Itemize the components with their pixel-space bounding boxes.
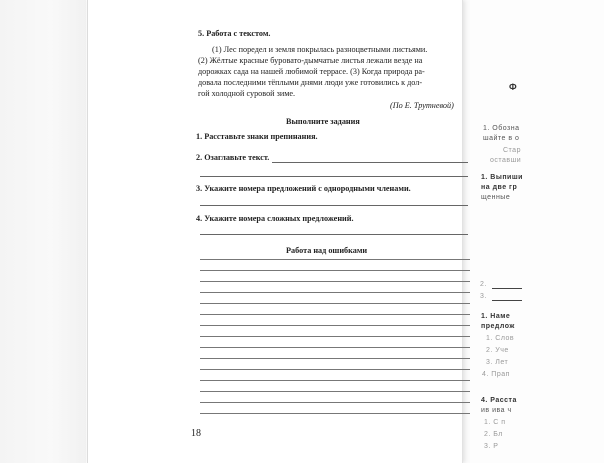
adjacent-page-fragment: 1. Наме [481, 313, 511, 320]
adjacent-page-fragment: 1. Обозна [483, 125, 520, 132]
answer-line [200, 205, 468, 206]
adjacent-page-fragment: предлож [481, 323, 515, 330]
answer-line [200, 234, 468, 235]
adjacent-page-fragment: щенные [481, 194, 511, 201]
adjacent-page-rule [492, 288, 522, 289]
adjacent-page-fragment: Ф [509, 82, 518, 92]
adjacent-page-fragment: 1. С п [484, 419, 506, 426]
ruled-line [200, 391, 470, 392]
ruled-line [200, 358, 470, 359]
answer-line [272, 162, 468, 163]
ruled-line [200, 325, 470, 326]
ruled-line [200, 259, 470, 260]
ruled-line [200, 270, 470, 271]
errors-section-heading: Работа над ошибками [286, 246, 368, 255]
adjacent-page-fragment: на две гр [481, 184, 518, 191]
ruled-line [200, 303, 470, 304]
adjacent-page-rule [492, 300, 522, 301]
ruled-line [200, 314, 470, 315]
left-margin-background [0, 0, 86, 463]
ruled-line [200, 402, 470, 403]
text-attribution: (По Е. Трутневой) [390, 101, 454, 110]
adjacent-page-fragment: 1. Слов [486, 335, 515, 342]
adjacent-page-fragment: 4. Расста [481, 397, 517, 404]
exercise-text-line: (2) Жёлтые красные буровато-дымчатые листья лежали везде на [198, 56, 423, 65]
adjacent-page-fragment: 3. Лет [486, 359, 509, 366]
adjacent-page-fragment: 2. [480, 281, 487, 288]
exercise-title: 5. Работа с текстом. [198, 29, 271, 38]
adjacent-page [470, 0, 604, 463]
task-item: 2. Озаглавьте текст. [196, 153, 270, 162]
adjacent-page-fragment: ив ива ч [481, 407, 512, 414]
adjacent-page-fragment: шайте в о [483, 135, 520, 142]
adjacent-page-fragment: 2. Уче [486, 347, 509, 354]
task-item: 4. Укажите номера сложных предложений. [196, 214, 354, 223]
exercise-text-line: дорожках сада на нашей любимой террасе. (3) Когда природа ра- [198, 67, 425, 76]
task-item: 3. Укажите номера предложений с однородными членами. [196, 184, 411, 193]
exercise-text-line: довала последними тёплыми днями люди уже готовились к дол- [198, 78, 423, 87]
task-item: 1. Расставьте знаки препинания. [196, 132, 318, 141]
answer-line [200, 176, 468, 177]
adjacent-page-fragment: оставши [490, 157, 522, 164]
adjacent-page-fragment: Стар [503, 147, 521, 154]
ruled-line [200, 347, 470, 348]
exercise-text-line: (1) Лес поредел и земля покрылась разноцветными листьями. [212, 45, 428, 54]
page-number: 18 [191, 428, 201, 439]
adjacent-page-fragment: 2. Бл [484, 431, 503, 438]
adjacent-page-fragment: 1. Выпиши [481, 174, 523, 181]
ruled-line [200, 369, 470, 370]
adjacent-page-fragment: 4. Прап [482, 371, 510, 378]
ruled-line [200, 336, 470, 337]
ruled-line [200, 380, 470, 381]
adjacent-page-fragment: 3. Р [484, 443, 499, 450]
tasks-heading: Выполните задания [286, 117, 360, 126]
ruled-line [200, 413, 470, 414]
adjacent-page-fragment: 3. [480, 293, 487, 300]
ruled-line [200, 281, 470, 282]
ruled-line [200, 292, 470, 293]
exercise-text-line: гой холодной суровой зиме. [198, 89, 296, 98]
